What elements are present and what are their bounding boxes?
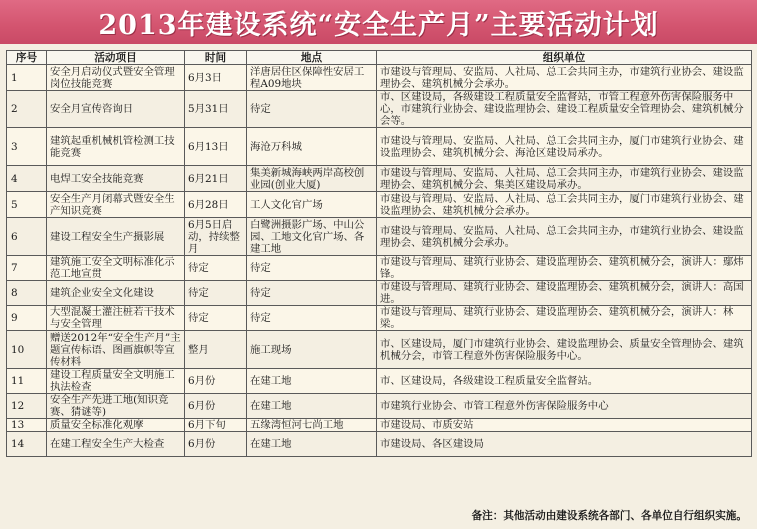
cell-no: 6 [7,218,47,256]
table-row [7,306,752,331]
cell-time: 整月 [185,331,247,369]
cell-activity: 安全生产月闭幕式暨安全生产知识竞赛 [47,192,185,218]
cell-organizer: 市建设与管理局、安监局、人社局、总工会共同主办，厦门市建筑行业协会、建设监理协会、建筑机械分会承办。 [377,192,752,218]
table-header-row [7,51,752,65]
cell-activity: 大型混凝土灌注桩若干技术与安全管理 [47,306,185,331]
cell-time: 6月5日启动，持续整月 [185,218,247,256]
table-body [7,65,752,457]
cell-place: 待定 [247,91,377,128]
cell-no: 11 [7,369,47,394]
header-no: 序号 [7,51,47,65]
cell-place: 集美新城海峡两岸高校创业园(创业大厦) [247,166,377,192]
table-row [7,256,752,281]
cell-no: 8 [7,281,47,306]
table-row [7,331,752,369]
cell-organizer: 市建筑行业协会、市管工程意外伤害保险服务中心 [377,394,752,419]
cell-organizer: 市建设与管理局、安监局、人社局、总工会共同主办，市建筑行业协会、建设监理协会、建筑机械分会、集美区建设局承办。 [377,166,752,192]
cell-organizer: 市、区建设局，厦门市建筑行业协会、建设监理协会、质量安全管理协会、建筑机械分会，市管工程意外伤害保险服务中心。 [377,331,752,369]
cell-organizer: 市建设与管理局、安监局、人社局、总工会共同主办，厦门市建筑行业协会、建设监理协会、建筑机械分会、海沧区建设局承办。 [377,128,752,166]
cell-activity: 建设工程安全生产摄影展 [47,218,185,256]
table-row [7,419,752,432]
cell-place: 在建工地 [247,432,377,457]
header-time: 时间 [185,51,247,65]
cell-place: 待定 [247,306,377,331]
cell-organizer: 市建设局、市质安站 [377,419,752,432]
table-row [7,166,752,192]
cell-time: 6月21日 [185,166,247,192]
cell-no: 9 [7,306,47,331]
cell-time: 6月份 [185,369,247,394]
table-row [7,369,752,394]
cell-time: 6月下旬 [185,419,247,432]
cell-activity: 电焊工安全技能竞赛 [47,166,185,192]
cell-place: 待定 [247,281,377,306]
cell-no: 12 [7,394,47,419]
table-row [7,91,752,128]
table-row [7,128,752,166]
cell-no: 7 [7,256,47,281]
table-row [7,192,752,218]
cell-activity: 建筑起重机械机管检测工技能竞赛 [47,128,185,166]
cell-time: 待定 [185,281,247,306]
header-activity: 活动项目 [47,51,185,65]
header-organizer: 组织单位 [377,51,752,65]
table-row [7,281,752,306]
page-title: 2013年建设系统“安全生产月”主要活动计划 [98,9,659,41]
cell-no: 10 [7,331,47,369]
cell-time: 5月31日 [185,91,247,128]
cell-activity: 安全月宣传咨询日 [47,91,185,128]
cell-organizer: 市建设与管理局、安监局、人社局、总工会共同主办，市建筑行业协会、建设监理协会、建筑机械分会承办。 [377,218,752,256]
cell-no: 5 [7,192,47,218]
activity-plan-table [6,50,752,457]
cell-place: 海沧万科城 [247,128,377,166]
cell-activity: 安全月启动仪式暨安全管理岗位技能竞赛 [47,65,185,91]
table-row [7,218,752,256]
cell-organizer: 市建设与管理局、建筑行业协会、建设监理协会、建筑机械分会，演讲人：高国进。 [377,281,752,306]
cell-no: 2 [7,91,47,128]
cell-place: 在建工地 [247,369,377,394]
cell-activity: 建筑施工安全文明标准化示范工地宣贯 [47,256,185,281]
cell-time: 待定 [185,306,247,331]
cell-activity: 建筑企业安全文化建设 [47,281,185,306]
table-row [7,432,752,457]
cell-no: 13 [7,419,47,432]
cell-time: 6月份 [185,394,247,419]
cell-no: 4 [7,166,47,192]
cell-activity: 赠送2012年“安全生产月”主题宣传标语、图画旗帜等宣传材料 [47,331,185,369]
cell-place: 白鹭洲摄影广场、中山公园、工地文化官广场、各建工地 [247,218,377,256]
footnote: 备注：其他活动由建设系统各部门、各单位自行组织实施。 [471,510,747,522]
cell-place: 施工现场 [247,331,377,369]
cell-organizer: 市建设与管理局、建筑行业协会、建设监理协会、建筑机械分会，演讲人：鄢炜锋。 [377,256,752,281]
cell-organizer: 市、区建设局，各级建设工程质量安全监督站。 [377,369,752,394]
title-banner [0,0,757,44]
cell-place: 工人文化官广场 [247,192,377,218]
cell-activity: 质量安全标准化观摩 [47,419,185,432]
cell-no: 14 [7,432,47,457]
cell-organizer: 市、区建设局，各级建设工程质量安全监督站，市管工程意外伤害保险服务中心，市建筑行业协会、建设监理协会、建设工程质量安全管理协会、建筑机械分会等。 [377,91,752,128]
cell-activity: 安全生产先进工地(知识竞赛、猜谜等) [47,394,185,419]
header-place: 地点 [247,51,377,65]
cell-organizer: 市建设局、各区建设局 [377,432,752,457]
table-row [7,65,752,91]
cell-no: 1 [7,65,47,91]
cell-place: 在建工地 [247,394,377,419]
cell-time: 6月13日 [185,128,247,166]
cell-no: 3 [7,128,47,166]
cell-time: 6月份 [185,432,247,457]
cell-place: 五缘湾恒河七尚工地 [247,419,377,432]
cell-time: 待定 [185,256,247,281]
cell-organizer: 市建设与管理局、建筑行业协会、建设监理协会、建筑机械分会，演讲人：林梁。 [377,306,752,331]
cell-place: 待定 [247,256,377,281]
table-row [7,394,752,419]
cell-time: 6月3日 [185,65,247,91]
cell-organizer: 市建设与管理局、安监局、人社局、总工会共同主办，市建筑行业协会、建设监理协会、建筑机械分会承办。 [377,65,752,91]
cell-activity: 建设工程质量安全文明施工执法检查 [47,369,185,394]
cell-activity: 在建工程安全生产大检查 [47,432,185,457]
cell-time: 6月28日 [185,192,247,218]
cell-place: 洋唐居住区保障性安居工程A09地块 [247,65,377,91]
